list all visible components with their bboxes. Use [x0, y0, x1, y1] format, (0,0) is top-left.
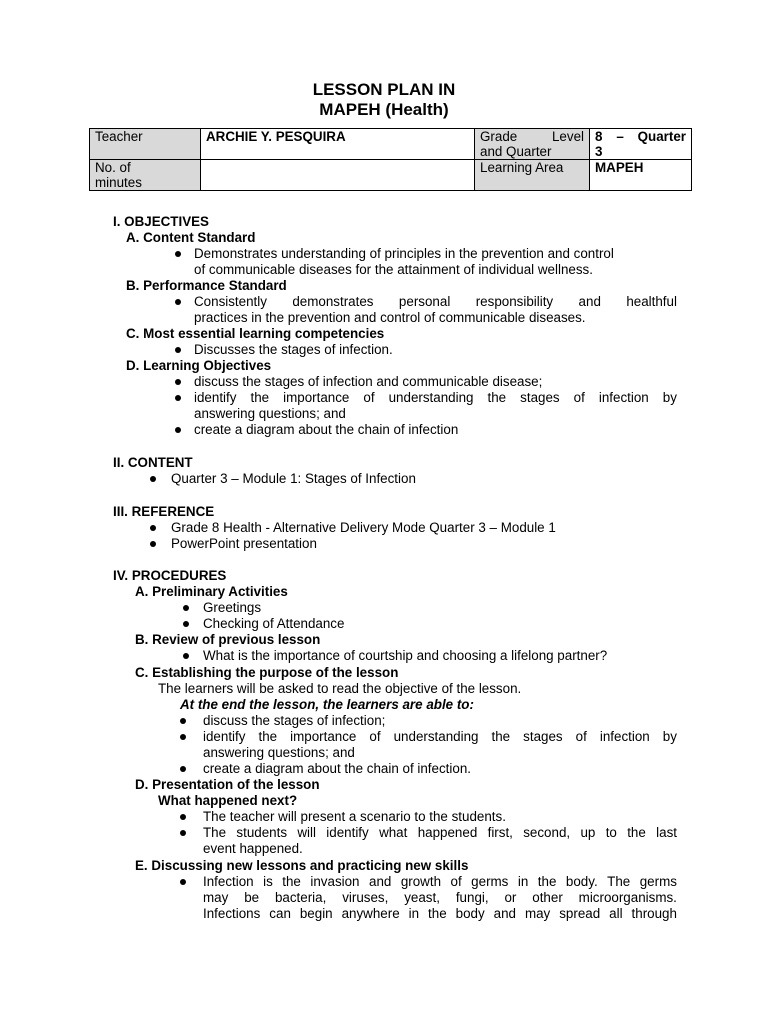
- performance-standard-heading: B. Performance Standard: [126, 278, 287, 293]
- bullet: [175, 427, 181, 433]
- word: second,: [523, 825, 571, 840]
- word: The: [203, 825, 227, 840]
- word: begin: [299, 906, 333, 921]
- word: and: [493, 906, 516, 921]
- word: and: [578, 294, 601, 309]
- word: microorganisms.: [578, 890, 677, 905]
- bullet: [180, 766, 186, 772]
- bullet: [175, 251, 181, 257]
- content-item: Quarter 3 – Module 1: Stages of Infection: [171, 471, 416, 486]
- review-heading: B. Review of previous lesson: [135, 632, 321, 647]
- word: Consistently: [194, 294, 267, 309]
- word: by: [662, 729, 677, 744]
- word: by: [662, 390, 677, 405]
- word: personal: [398, 294, 451, 309]
- purpose-heading: C. Establishing the purpose of the lesson: [135, 665, 399, 680]
- learning-objective-1: discuss the stages of infection and communicable disease;: [194, 374, 543, 389]
- grade-value: 8 – Quarter 3: [590, 129, 692, 160]
- title-line-2: MAPEH (Health): [319, 100, 449, 119]
- word: stages: [523, 729, 563, 744]
- objectives-heading: I. OBJECTIVES: [113, 214, 209, 229]
- teacher-label: Teacher: [90, 129, 201, 160]
- teacher-value: ARCHIE Y. PESQUIRA: [201, 129, 475, 160]
- reference-item-1: Grade 8 Health - Alternative Delivery Mode Quarter 3 – Module 1: [171, 520, 556, 535]
- discussion-item-line-2: [203, 890, 677, 906]
- purpose-text: The learners will be asked to read the objective of the lesson.: [158, 681, 522, 696]
- word: understanding: [388, 390, 474, 405]
- word: of: [575, 729, 587, 744]
- word: what: [379, 825, 408, 840]
- word: bacteria,: [274, 890, 327, 905]
- learning-area-value: MAPEH: [590, 160, 692, 191]
- reference-heading: III. REFERENCE: [113, 504, 215, 519]
- bullet: [180, 879, 186, 885]
- word: is: [263, 874, 273, 889]
- word: of: [363, 390, 375, 405]
- word: and: [369, 874, 392, 889]
- content-standard-text-2: of communicable diseases for the attainment of individual wellness.: [194, 262, 593, 277]
- word: The: [607, 874, 631, 889]
- word: first,: [487, 825, 513, 840]
- word: the: [258, 729, 278, 744]
- word: the: [428, 906, 447, 921]
- word: to: [605, 825, 617, 840]
- bullet: [150, 525, 156, 531]
- word: of: [369, 729, 381, 744]
- bullet: [175, 379, 181, 385]
- word: of: [573, 390, 585, 405]
- presentation-item-2-line-1: [203, 825, 677, 841]
- word: through: [631, 906, 677, 921]
- bullet: [175, 395, 181, 401]
- learning-objective-2-line-2: answering questions; and: [194, 406, 346, 421]
- review-item: What is the importance of courtship and choosing a lifelong partner?: [203, 648, 608, 663]
- word: in: [517, 874, 529, 889]
- word: identify: [194, 390, 237, 405]
- document-title: [0, 80, 768, 120]
- content-standard-heading: A. Content Standard: [126, 230, 256, 245]
- bullet: [183, 621, 189, 627]
- word: last: [656, 825, 677, 840]
- bullet: [180, 734, 186, 740]
- bullet: [175, 347, 181, 353]
- word: body.: [565, 874, 598, 889]
- word: fungi,: [455, 890, 489, 905]
- purpose-item-2-line-1: [203, 729, 677, 745]
- word: in: [408, 906, 420, 921]
- word: importance: [283, 390, 350, 405]
- discussion-heading: E. Discussing new lessons and practicing new skills: [135, 858, 469, 873]
- learning-area-label: Learning Area: [475, 160, 590, 191]
- word: infection: [598, 390, 649, 405]
- competencies-heading: C. Most essential learning competencies: [126, 326, 385, 341]
- minutes-label: No. of minutes: [90, 160, 201, 191]
- title-line-1: LESSON PLAN IN: [312, 80, 456, 99]
- bullet: [180, 814, 186, 820]
- content-heading: II. CONTENT: [113, 455, 193, 470]
- word: importance: [290, 729, 357, 744]
- bullet: [150, 541, 156, 547]
- bullet: [175, 299, 181, 305]
- competency-text: Discusses the stages of infection.: [194, 342, 393, 357]
- bullet: [183, 653, 189, 659]
- purpose-item-2-line-2: answering questions; and: [203, 745, 355, 760]
- purpose-item-3: create a diagram about the chain of infection.: [203, 761, 471, 776]
- discussion-item-line-3: [203, 906, 677, 922]
- word: infection: [599, 729, 650, 744]
- word: germs: [471, 874, 509, 889]
- info-table: [89, 128, 692, 191]
- learning-objectives-heading: D. Learning Objectives: [126, 358, 272, 373]
- word: up: [580, 825, 596, 840]
- word: germs: [639, 874, 677, 889]
- word: understanding: [393, 729, 479, 744]
- word: of: [450, 874, 462, 889]
- word: the: [250, 390, 270, 405]
- word: invasion: [310, 874, 360, 889]
- presentation-subheading: What happened next?: [158, 793, 298, 808]
- word: may: [524, 906, 551, 921]
- presentation-item-2-line-2: event happened.: [203, 841, 303, 856]
- preliminary-heading: A. Preliminary Activities: [135, 584, 288, 599]
- word: anywhere: [341, 906, 400, 921]
- bullet: [150, 476, 156, 482]
- grade-label: Grade Level and Quarter: [475, 129, 590, 160]
- word: may: [203, 890, 229, 905]
- word: all: [609, 906, 623, 921]
- performance-standard-text-2: practices in the prevention and control of communicable diseases.: [194, 310, 586, 325]
- word: be: [244, 890, 260, 905]
- bullet: [180, 830, 186, 836]
- content-standard-text-1: Demonstrates understanding of principles in the prevention and control: [194, 246, 614, 261]
- purpose-item-1: discuss the stages of infection;: [203, 713, 386, 728]
- word: the: [537, 874, 557, 889]
- word: growth: [400, 874, 442, 889]
- performance-standard-text-1: [194, 294, 677, 310]
- word: stages: [520, 390, 560, 405]
- word: responsibility: [475, 294, 554, 309]
- presentation-item-1: The teacher will present a scenario to the students.: [203, 809, 506, 824]
- presentation-heading: D. Presentation of the lesson: [135, 777, 320, 792]
- word: students: [236, 825, 288, 840]
- purpose-italic-lead: At the end the lesson, the learners are able to:: [180, 697, 474, 712]
- discussion-item-line-1: [203, 874, 677, 890]
- word: demonstrates: [292, 294, 374, 309]
- word: viruses,: [342, 890, 389, 905]
- word: Infections: [203, 906, 261, 921]
- word: Infection: [203, 874, 254, 889]
- word: body: [455, 906, 485, 921]
- word: the: [627, 825, 646, 840]
- procedures-heading: IV. PROCEDURES: [113, 568, 227, 583]
- word: happened: [417, 825, 478, 840]
- word: spread: [559, 906, 601, 921]
- word: yeast,: [404, 890, 440, 905]
- word: identify: [203, 729, 246, 744]
- minutes-value: [201, 160, 475, 191]
- learning-objective-3: create a diagram about the chain of infection: [194, 422, 459, 437]
- word: identify: [326, 825, 369, 840]
- word: healthful: [626, 294, 677, 309]
- learning-objective-2-line-1: [194, 390, 677, 406]
- word: the: [487, 390, 507, 405]
- reference-item-2: PowerPoint presentation: [171, 536, 317, 551]
- word: the: [491, 729, 511, 744]
- word: other: [532, 890, 563, 905]
- word: the: [282, 874, 301, 889]
- preliminary-item-2: Checking of Attendance: [203, 616, 345, 631]
- bullet: [183, 605, 189, 611]
- bullet: [180, 718, 186, 724]
- preliminary-item-1: Greetings: [203, 600, 262, 615]
- word: will: [297, 825, 316, 840]
- word: can: [269, 906, 291, 921]
- word: or: [504, 890, 517, 905]
